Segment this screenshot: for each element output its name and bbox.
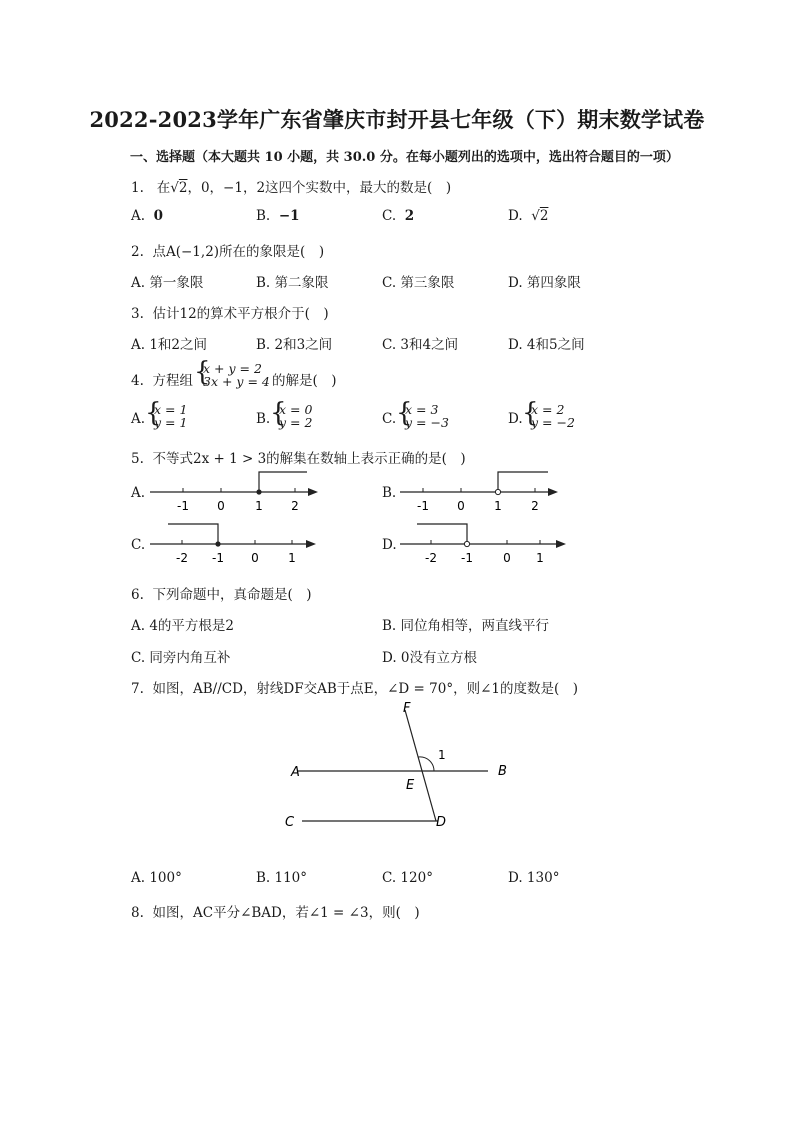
- option-value: 0: [153, 208, 164, 224]
- tick-label: -1: [417, 499, 429, 513]
- tick-label: -1: [212, 551, 224, 565]
- question-text: 如图，AB//CD，射线DF交AB于点E，∠D = 70°，则∠1的度数是( ): [152, 681, 579, 697]
- equation-system: [203, 362, 270, 388]
- label-b: B: [498, 764, 507, 779]
- system-brace: {: [145, 398, 162, 428]
- system-brace: {: [194, 357, 211, 387]
- question-number: 1.: [131, 180, 144, 196]
- question-number: 5.: [131, 451, 144, 467]
- q4-option-a-system: [154, 403, 187, 429]
- question-number: 6.: [131, 587, 144, 603]
- tick-label: 1: [288, 551, 296, 565]
- number-line-a: [150, 468, 325, 516]
- option-value: −1: [278, 208, 300, 224]
- question-number: 2.: [131, 244, 144, 260]
- sqrt-symbol: √2: [170, 180, 188, 196]
- solution-y: y = −3: [405, 415, 449, 430]
- q2-option-d[interactable]: D. 第四象限: [508, 275, 581, 291]
- q3-option-d[interactable]: D. 4和5之间: [508, 337, 585, 353]
- section-heading: 一、选择题（本大题共 10 小题，共 30.0 分。在每小题列出的选项中，选出符合题目的一项）: [130, 150, 679, 165]
- q4-option-d-system: [531, 403, 575, 429]
- question-number: 4.: [131, 373, 144, 389]
- q3-option-b[interactable]: B. 2和3之间: [256, 337, 333, 353]
- page-title: 2022-2023学年广东省肇庆市封开县七年级（下）期末数学试卷: [89, 107, 705, 132]
- tick-label: 0: [503, 551, 511, 565]
- system-brace: {: [522, 398, 539, 428]
- label-c: C: [285, 815, 295, 830]
- q7-option-d[interactable]: D. 130°: [508, 870, 560, 886]
- tick-label: 1: [494, 499, 502, 513]
- q4-option-a[interactable]: [131, 411, 145, 427]
- label-d: D: [436, 815, 447, 830]
- question-text: 点A(−1,2)所在的象限是( ): [152, 244, 325, 260]
- question-text-post: ，0，−1，2这四个实数中，最大的数是( ): [187, 180, 452, 196]
- label-angle-1: 1: [438, 748, 446, 762]
- option-letter: C.: [382, 411, 397, 427]
- question-number: 7.: [131, 681, 144, 697]
- solution-x: x = 1: [154, 402, 188, 417]
- tick-label: 2: [531, 499, 539, 513]
- number-line-b: [400, 468, 575, 516]
- option-letter: A.: [131, 411, 146, 427]
- option-value: 2: [539, 208, 549, 224]
- question-text-post: 的解是( ): [272, 373, 337, 389]
- q4-option-d[interactable]: [508, 411, 523, 427]
- equation-2: 3x + y = 4: [203, 374, 270, 389]
- q5-option-a[interactable]: A.: [131, 485, 146, 501]
- question-4: [131, 369, 193, 389]
- tick-label: 0: [217, 499, 225, 513]
- q6-option-a[interactable]: A. 4的平方根是2: [131, 618, 235, 634]
- option-letter: A.: [131, 208, 146, 224]
- ray-df: [405, 710, 436, 821]
- geometry-figure: [280, 698, 520, 836]
- question-text: 如图，AC平分∠BAD，若∠1 = ∠3，则( ): [152, 905, 420, 921]
- option-letter: D.: [508, 411, 523, 427]
- option-letter: B.: [256, 411, 271, 427]
- option-value: 2: [404, 208, 415, 224]
- question-number: 3.: [131, 306, 144, 322]
- number-line-c: [150, 520, 325, 568]
- q6-option-b[interactable]: B. 同位角相等，两直线平行: [382, 618, 550, 634]
- question-text-pre: 在: [156, 180, 171, 196]
- solution-y: y = 2: [279, 415, 313, 430]
- question-text-pre: 方程组: [152, 373, 193, 389]
- q1-option-d[interactable]: D. √2: [508, 208, 549, 224]
- number-line-d: [400, 520, 575, 568]
- tick-label: 0: [457, 499, 465, 513]
- q2-option-c[interactable]: C. 第三象限: [382, 275, 455, 291]
- q3-option-c[interactable]: C. 3和4之间: [382, 337, 459, 353]
- q3-option-a[interactable]: A. 1和2之间: [131, 337, 208, 353]
- question-7: [131, 677, 578, 697]
- tick-label: 0: [251, 551, 259, 565]
- solution-x: x = 3: [405, 402, 439, 417]
- tick-label: 2: [291, 499, 299, 513]
- question-2: [131, 240, 324, 260]
- option-letter: D.: [508, 208, 523, 224]
- solution-x: x = 0: [279, 402, 313, 417]
- solution-y: y = 1: [154, 415, 188, 430]
- question-5: [131, 447, 466, 467]
- system-brace: {: [270, 398, 287, 428]
- system-brace: {: [396, 398, 413, 428]
- question-text: 不等式2x + 1 > 3的解集在数轴上表示正确的是( ): [152, 451, 466, 467]
- tick-label: 1: [255, 499, 263, 513]
- q6-option-d[interactable]: D. 0没有立方根: [382, 650, 478, 666]
- q4-option-b-system: [279, 403, 312, 429]
- question-6: [131, 583, 312, 603]
- sqrt-argument: 2: [178, 180, 188, 196]
- tick-label: -2: [176, 551, 188, 565]
- q4-option-c[interactable]: [382, 411, 396, 427]
- q2-option-a[interactable]: A. 第一象限: [131, 275, 204, 291]
- q5-option-c[interactable]: C.: [131, 537, 146, 553]
- q7-option-b[interactable]: B. 110°: [256, 870, 308, 886]
- solution-y: y = −2: [531, 415, 575, 430]
- q7-option-a[interactable]: A. 100°: [131, 870, 182, 886]
- tick-label: -1: [461, 551, 473, 565]
- q1-option-b[interactable]: [256, 208, 300, 224]
- tick-label: -2: [425, 551, 437, 565]
- option-letter: B.: [256, 208, 271, 224]
- tick-label: -1: [177, 499, 189, 513]
- question-text: 估计12的算术平方根介于( ): [152, 306, 329, 322]
- question-3: [131, 302, 329, 322]
- option-letter: C.: [382, 208, 397, 224]
- q5-option-b[interactable]: B.: [382, 485, 397, 501]
- question-8: [131, 901, 420, 921]
- label-e: E: [406, 778, 415, 793]
- equation-1: x + y = 2: [203, 361, 262, 376]
- question-number: 8.: [131, 905, 144, 921]
- q4-option-c-system: [405, 403, 449, 429]
- question-1: [131, 176, 451, 196]
- q4-option-b[interactable]: [256, 411, 270, 427]
- q1-option-c[interactable]: [382, 208, 414, 224]
- solution-x: x = 2: [531, 402, 565, 417]
- label-a: A: [291, 765, 300, 780]
- q1-option-a[interactable]: [131, 208, 163, 224]
- label-f: F: [403, 701, 411, 716]
- q2-option-b[interactable]: B. 第二象限: [256, 275, 329, 291]
- q5-option-d[interactable]: D.: [382, 537, 397, 553]
- q6-option-c[interactable]: C. 同旁内角互补: [131, 650, 231, 666]
- q7-option-c[interactable]: C. 120°: [382, 870, 433, 886]
- question-text: 下列命题中，真命题是( ): [152, 587, 312, 603]
- tick-label: 1: [536, 551, 544, 565]
